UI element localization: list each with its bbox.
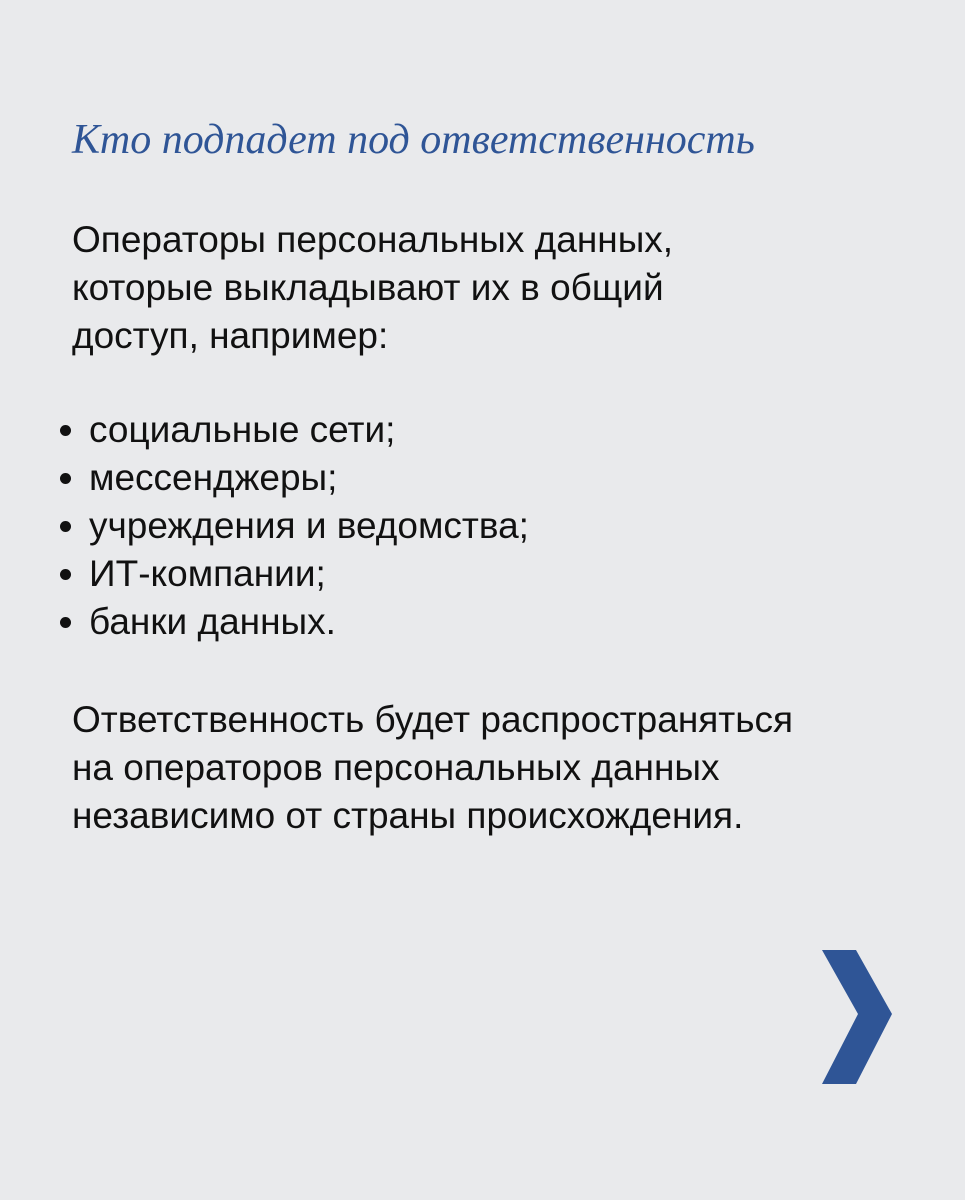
list-item-text: социальные сети; xyxy=(89,409,396,450)
chevron-right-icon xyxy=(818,950,896,1084)
bullet-icon xyxy=(60,617,71,628)
list-item-text: ИТ-компании; xyxy=(89,553,326,594)
bullet-icon xyxy=(60,473,71,484)
bullet-icon xyxy=(60,521,71,532)
bullet-icon xyxy=(60,425,71,436)
intro-line: Операторы персональных данных, xyxy=(72,219,674,260)
intro-line: которые выкладывают их в общий xyxy=(72,267,664,308)
list-item-text: учреждения и ведомства; xyxy=(89,505,529,546)
list-item xyxy=(60,598,529,646)
list-item xyxy=(60,454,529,502)
closing-line: на операторов персональных данных xyxy=(72,747,720,788)
operators-list xyxy=(60,406,529,646)
list-item xyxy=(60,406,529,454)
intro-line: доступ, например: xyxy=(72,315,389,356)
closing-line: независимо от страны происхождения. xyxy=(72,795,744,836)
list-item-text: банки данных. xyxy=(89,601,336,642)
page-title: Кто подпадет под ответственность xyxy=(72,117,755,163)
list-item xyxy=(60,550,529,598)
closing-line: Ответственность будет распространяться xyxy=(72,699,794,740)
list-item-text: мессенджеры; xyxy=(89,457,338,498)
closing-paragraph xyxy=(72,696,932,840)
intro-paragraph xyxy=(72,216,932,360)
next-slide-button[interactable] xyxy=(818,950,896,1084)
list-item xyxy=(60,502,529,550)
bullet-icon xyxy=(60,569,71,580)
